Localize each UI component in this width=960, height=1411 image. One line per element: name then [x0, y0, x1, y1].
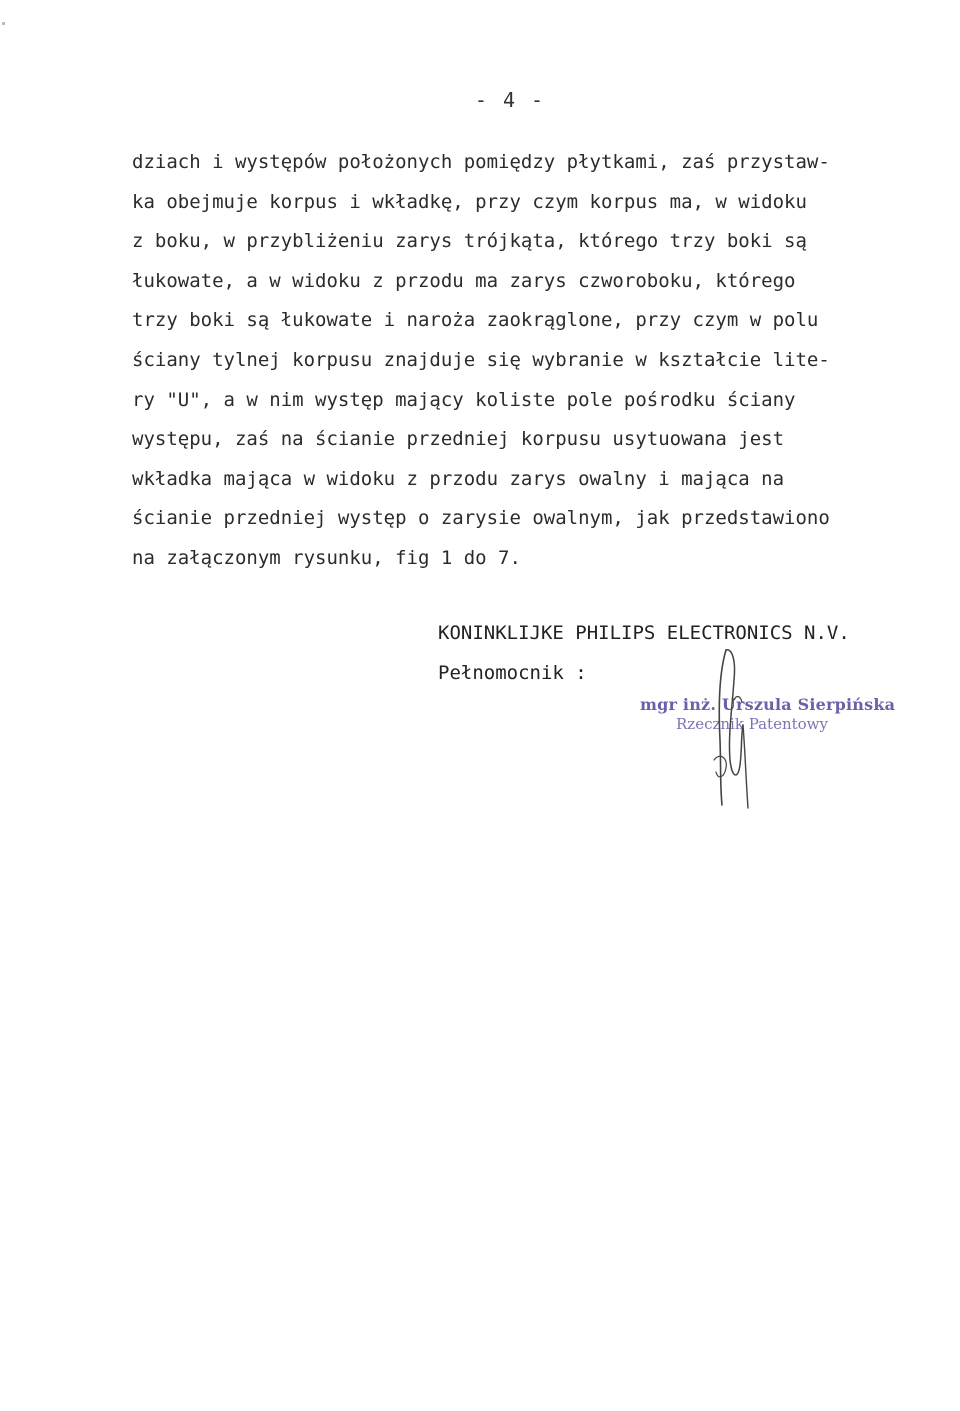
- page-number: - 4 -: [474, 88, 546, 112]
- text-line: ścianie przedniej występ o zarysie owalnym, jak przedstawiono: [132, 507, 830, 530]
- text-line: ściany tylnej korpusu znajduje się wybranie w kształcie lite-: [132, 348, 830, 371]
- text-line: trzy boki są łukowate i naroża zaokrąglone, przy czym w polu: [132, 309, 819, 332]
- scan-mark: [2, 22, 5, 25]
- text-line: z boku, w przybliżeniu zarys trójkąta, którego trzy boki są: [132, 230, 807, 253]
- text-line: ry "U", a w nim występ mający koliste pole pośrodku ściany: [132, 388, 796, 411]
- text-line: występu, zaś na ścianie przedniej korpusu usytuowana jest: [132, 428, 785, 451]
- handwritten-signature: [690, 640, 780, 820]
- attorney-label: Pełnomocnik :: [438, 662, 587, 684]
- text-line: łukowate, a w widoku z przodu ma zarys czworoboku, którego: [132, 269, 796, 292]
- stamp-title: Rzecznik Patentowy: [676, 715, 828, 733]
- body-text: [132, 143, 892, 579]
- text-line: wkładka mająca w widoku z przodu zarys owalny i mająca na: [132, 467, 785, 490]
- text-line: ka obejmuje korpus i wkładkę, przy czym korpus ma, w widoku: [132, 190, 807, 213]
- stamp-name: mgr inż. Urszula Sierpińska: [640, 695, 896, 714]
- company-name: KONINKLIJKE PHILIPS ELECTRONICS N.V.: [438, 622, 850, 644]
- text-line: na załączonym rysunku, fig 1 do 7.: [132, 546, 521, 569]
- text-line: dziach i występów położonych pomiędzy płytkami, zaś przystaw-: [132, 151, 830, 173]
